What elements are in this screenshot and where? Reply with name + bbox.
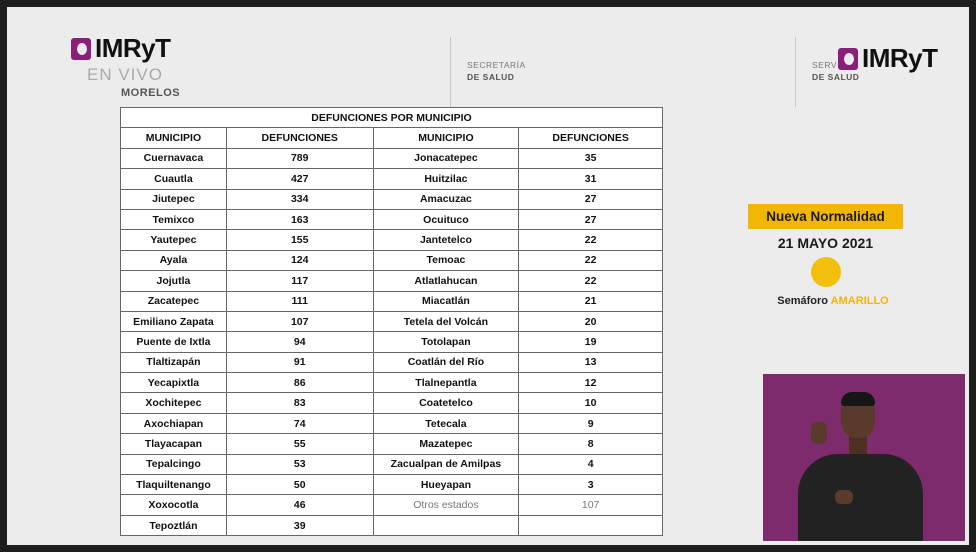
de-salud-text: DE SALUD [812, 72, 860, 82]
table-row [121, 291, 663, 311]
defunciones-cell: 3 [519, 475, 663, 495]
defunciones-cell: 12 [519, 373, 663, 393]
defunciones-cell: 31 [519, 169, 663, 189]
table-row [121, 209, 663, 229]
municipio-cell: Coatetelco [373, 393, 519, 413]
municipio-cell: Jonacatepec [373, 148, 519, 168]
table-row [121, 413, 663, 433]
defunciones-cell: 20 [519, 311, 663, 331]
municipio-cell: Jiutepec [121, 189, 227, 209]
defunciones-cell: 27 [519, 189, 663, 209]
defunciones-cell: 74 [226, 413, 373, 433]
defunciones-cell: 111 [226, 291, 373, 311]
defunciones-cell: 19 [519, 332, 663, 352]
table-row [121, 250, 663, 270]
municipio-cell: Tlalnepantla [373, 373, 519, 393]
semaforo-status [748, 295, 918, 307]
nueva-normalidad-badge: Nueva Normalidad [748, 204, 903, 229]
municipio-cell [373, 515, 519, 535]
date-label: 21 MAYO 2021 [777, 235, 874, 251]
defunciones-cell: 83 [226, 393, 373, 413]
municipio-cell: Coatlán del Río [373, 352, 519, 372]
municipio-cell: Yecapixtla [121, 373, 227, 393]
col-header: DEFUNCIONES [226, 128, 373, 148]
defunciones-cell: 10 [519, 393, 663, 413]
defunciones-cell: 22 [519, 271, 663, 291]
secretaria-salud-label [467, 59, 526, 83]
defunciones-cell: 107 [226, 311, 373, 331]
defunciones-cell: 94 [226, 332, 373, 352]
table-row [121, 393, 663, 413]
municipio-cell: Xoxocotla [121, 495, 227, 515]
municipio-cell: Tlaquiltenango [121, 475, 227, 495]
defunciones-cell: 13 [519, 352, 663, 372]
table-row [121, 475, 663, 495]
municipio-cell: Temixco [121, 209, 227, 229]
municipio-cell: Cuernavaca [121, 148, 227, 168]
imryt-logo-right [838, 43, 938, 74]
table-row [121, 495, 663, 515]
municipio-cell: Xochitepec [121, 393, 227, 413]
table-row [121, 148, 663, 168]
table-row [121, 169, 663, 189]
logo-right-text: IMRyT [862, 43, 938, 73]
municipio-cell: Mazatepec [373, 434, 519, 454]
defunciones-cell: 46 [226, 495, 373, 515]
interpreter-body [798, 454, 923, 541]
table-row [121, 352, 663, 372]
table-row [121, 230, 663, 250]
semaforo-color-label: AMARILLO [830, 295, 889, 307]
col-header: MUNICIPIO [121, 128, 227, 148]
imryt-mark-icon [838, 48, 858, 70]
col-header: MUNICIPIO [373, 128, 519, 148]
municipio-cell: Tetecala [373, 413, 519, 433]
defunciones-cell: 789 [226, 148, 373, 168]
interpreter-hand [811, 422, 827, 444]
municipio-cell: Puente de Ixtla [121, 332, 227, 352]
municipio-cell: Otros estados [373, 495, 519, 515]
defunciones-cell: 91 [226, 352, 373, 372]
municipio-cell: Ayala [121, 250, 227, 270]
table-row [121, 515, 663, 535]
defunciones-cell: 22 [519, 230, 663, 250]
defunciones-cell: 53 [226, 454, 373, 474]
interpreter-hand [835, 490, 853, 504]
municipio-cell: Tetela del Volcán [373, 311, 519, 331]
defunciones-cell: 55 [226, 434, 373, 454]
municipio-cell: Amacuzac [373, 189, 519, 209]
defunciones-cell: 86 [226, 373, 373, 393]
defunciones-cell: 107 [519, 495, 663, 515]
logo-left-text: IMRyT [95, 33, 171, 63]
defunciones-cell: 21 [519, 291, 663, 311]
municipio-cell: Huitzilac [373, 169, 519, 189]
municipio-cell: Yautepec [121, 230, 227, 250]
semaforo-label: Semáforo [777, 295, 829, 307]
defunciones-cell: 50 [226, 475, 373, 495]
defunciones-cell: 22 [519, 250, 663, 270]
defunciones-cell: 39 [226, 515, 373, 535]
municipio-cell: Jantetelco [373, 230, 519, 250]
defunciones-cell: 124 [226, 250, 373, 270]
table-row [121, 189, 663, 209]
defunciones-cell [519, 515, 663, 535]
defunciones-cell: 427 [226, 169, 373, 189]
table-row [121, 454, 663, 474]
municipio-cell: Tepalcingo [121, 454, 227, 474]
defunciones-cell: 35 [519, 148, 663, 168]
table-row [121, 311, 663, 331]
municipio-cell: Cuautla [121, 169, 227, 189]
table-row [121, 332, 663, 352]
municipio-cell: Zacatepec [121, 291, 227, 311]
municipio-cell: Emiliano Zapata [121, 311, 227, 331]
divider [450, 37, 451, 107]
municipio-cell: Tlayacapan [121, 434, 227, 454]
imryt-logo-left [71, 33, 171, 64]
defunciones-cell: 155 [226, 230, 373, 250]
defunciones-cell: 334 [226, 189, 373, 209]
municipio-cell: Zacualpan de Amilpas [373, 454, 519, 474]
municipio-cell: Tlaltizapán [121, 352, 227, 372]
sign-language-interpreter-video [763, 374, 965, 541]
table-row [121, 271, 663, 291]
col-header: DEFUNCIONES [519, 128, 663, 148]
broadcast-frame [7, 7, 969, 545]
defunciones-cell: 8 [519, 434, 663, 454]
municipio-cell: Temoac [373, 250, 519, 270]
municipio-cell: Totolapan [373, 332, 519, 352]
semaforo-light-icon [811, 257, 841, 287]
municipio-cell: Ocuituco [373, 209, 519, 229]
interpreter-hair [841, 392, 875, 406]
defunciones-cell: 117 [226, 271, 373, 291]
municipio-cell: Jojutla [121, 271, 227, 291]
table-row [121, 434, 663, 454]
municipio-cell: Tepoztlán [121, 515, 227, 535]
en-vivo-label: EN VIVO [87, 65, 163, 84]
defunciones-cell: 9 [519, 413, 663, 433]
table-header-row [121, 128, 663, 148]
morelos-label: MORELOS [121, 87, 181, 99]
defunciones-cell: 4 [519, 454, 663, 474]
imryt-mark-icon [71, 38, 91, 60]
divider [795, 37, 796, 107]
table-title: DEFUNCIONES POR MUNICIPIO [121, 108, 663, 128]
de-salud-text: DE SALUD [467, 72, 515, 82]
defunciones-cell: 27 [519, 209, 663, 229]
municipio-cell: Axochiapan [121, 413, 227, 433]
defunciones-cell: 163 [226, 209, 373, 229]
municipio-cell: Hueyapan [373, 475, 519, 495]
deaths-by-municipality-table [120, 107, 663, 536]
municipio-cell: Miacatlán [373, 291, 519, 311]
secretaria-text: SECRETARÍA [467, 60, 526, 70]
municipio-cell: Atlatlahucan [373, 271, 519, 291]
serv-text: SERV [812, 60, 837, 70]
table-row [121, 373, 663, 393]
